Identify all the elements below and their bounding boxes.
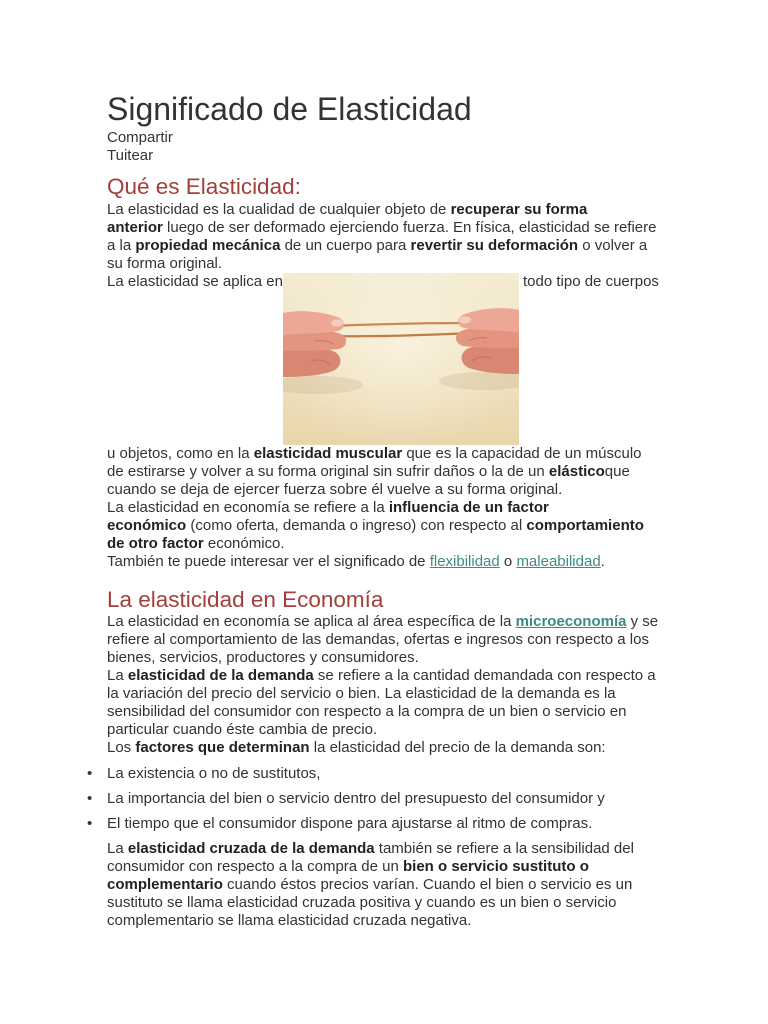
emphasis-text: revertir su deformación (410, 237, 579, 254)
text-segment: su forma original. (107, 255, 223, 272)
text-segment: refiere al comportamiento de las demandas, ofertas e ingresos con respecto a los (107, 631, 649, 648)
page-title: Significado de Elasticidad (107, 91, 472, 127)
emphasis-text: influencia de un factor (388, 499, 549, 516)
photo-illustration (283, 273, 519, 445)
list-item-text: El tiempo que el consumidor dispone para ajustarse al ritmo de compras. (107, 815, 593, 832)
cross-elasticity-paragraph (107, 840, 634, 930)
intro-paragraph (107, 201, 656, 273)
emphasis-text: elasticidad muscular (253, 445, 403, 462)
list-item-text: La importancia del bien o servicio dentro del presupuesto del consumidor y (107, 790, 605, 807)
paragraph-line (107, 721, 658, 739)
text-segment: o (499, 553, 517, 570)
link-microeconomia[interactable]: microeconomía (515, 613, 627, 630)
paragraph-line (107, 553, 644, 571)
text-segment: también se refiere a la sensibilidad del (374, 840, 634, 857)
list-item (107, 811, 605, 836)
section-heading-que-es: Qué es Elasticidad: (107, 174, 301, 199)
text-segment: la elasticidad del precio de la demanda son: (309, 739, 606, 756)
paragraph-line (107, 255, 656, 273)
paragraph-line (107, 631, 658, 649)
text-segment: La elasticidad es la cualidad de cualquier objeto de (107, 201, 451, 218)
text-segment: La elasticidad se aplica en (107, 273, 283, 290)
paragraph-line (107, 463, 644, 481)
list-item-text: La existencia o no de sustitutos, (107, 765, 321, 782)
list-item (107, 761, 605, 786)
text-segment: que (604, 463, 630, 480)
paragraph-line-after-photo (523, 273, 659, 291)
emphasis-text: de otro factor (107, 535, 204, 552)
share-compartir-text: Compartir (107, 129, 173, 146)
share-links (107, 129, 173, 165)
text-segment: complementario se llama elasticidad cruzada negativa. (107, 912, 472, 929)
text-segment: particular cuando éste cambia de precio. (107, 721, 378, 738)
text-segment: que es la capacidad de un músculo (402, 445, 642, 462)
text-segment: . (600, 553, 605, 570)
intro-paragraph-continued (107, 445, 644, 571)
emphasis-text: elástico (548, 463, 605, 480)
right-hand (456, 308, 519, 374)
list-item (107, 786, 605, 811)
paragraph-line (107, 894, 634, 912)
text-segment: bienes, servicios, productores y consumidores. (107, 649, 419, 666)
left-hand (283, 311, 346, 377)
text-segment: (como oferta, demanda o ingreso) con respecto al (186, 517, 527, 534)
text-segment: cuando éstos precios varían. Cuando el bien o servicio es un (222, 876, 633, 893)
emphasis-text: factores que determinan (135, 739, 310, 756)
text-segment: se refiere a la cantidad demandada con respecto a (313, 667, 656, 684)
emphasis-text: anterior (107, 219, 163, 236)
text-segment: de un cuerpo para (280, 237, 411, 254)
text-segment: todo tipo de cuerpos (523, 273, 659, 290)
text-segment: económico. (203, 535, 285, 552)
paragraph-line (107, 912, 634, 930)
rubber-band-photo (283, 273, 519, 445)
paragraph-line (107, 613, 658, 631)
emphasis-text: elasticidad de la demanda (127, 667, 314, 684)
text-segment: o volver a (578, 237, 648, 254)
paragraph-line (107, 499, 644, 517)
paragraph-line (107, 876, 634, 894)
emphasis-text: económico (107, 517, 187, 534)
text-segment: También te puede interesar ver el significado de (107, 553, 430, 570)
text-segment: cuando se deja de ejercer fuerza sobre él vuelve a su forma original. (107, 481, 563, 498)
paragraph-line (107, 703, 658, 721)
paragraph-line (107, 517, 644, 535)
emphasis-text: comportamiento (526, 517, 644, 534)
paragraph-line (107, 649, 658, 667)
text-segment: de estirarse y volver a su forma original sin sufrir daños o la de un (107, 463, 549, 480)
text-segment: u objetos, como en la (107, 445, 254, 462)
paragraph-line (107, 237, 656, 255)
emphasis-text: bien o servicio sustituto o (403, 858, 589, 875)
paragraph-line (107, 201, 656, 219)
share-tuitear-text: Tuitear (107, 147, 154, 164)
emphasis-text: elasticidad cruzada de la demanda (127, 840, 375, 857)
text-segment: luego de ser deformado ejerciendo fuerza. En física, elasticidad se refiere (162, 219, 657, 236)
text-segment: y se (626, 613, 659, 630)
text-segment: Los (107, 739, 136, 756)
economia-paragraph (107, 613, 658, 757)
paragraph-line (107, 685, 658, 703)
paragraph-line (107, 840, 634, 858)
text-segment: consumidor con respecto a la compra de un (107, 858, 403, 875)
emphasis-text: complementario (107, 876, 223, 893)
text-segment: sustituto se llama elasticidad cruzada positiva y cuando es un bien o servicio (107, 894, 617, 911)
text-segment: la variación del precio del servicio o bien. La elasticidad de la demanda es la (107, 685, 616, 702)
text-segment: La (107, 840, 128, 857)
section-heading-economia: La elasticidad en Economía (107, 587, 384, 612)
text-segment: La elasticidad en economía se aplica al área específica de la (107, 613, 516, 630)
text-segment: a la (107, 237, 136, 254)
paragraph-line (107, 219, 656, 237)
determinant-factors-list (107, 761, 605, 836)
paragraph-line (107, 535, 644, 553)
paragraph-line (107, 858, 634, 876)
emphasis-text: recuperar su forma (450, 201, 588, 218)
text-segment: La (107, 667, 128, 684)
paragraph-line (107, 445, 644, 463)
link-flexibilidad[interactable]: flexibilidad (429, 553, 500, 570)
paragraph-line (107, 739, 658, 757)
paragraph-line-before-photo (107, 273, 283, 291)
text-segment: sensibilidad del consumidor con respecto a la compra de un bien o servicio en (107, 703, 627, 720)
emphasis-text: propiedad mecánica (135, 237, 281, 254)
paragraph-line (107, 481, 644, 499)
link-maleabilidad[interactable]: maleabilidad (516, 553, 601, 570)
paragraph-line (107, 667, 658, 685)
text-segment: La elasticidad en economía se refiere a la (107, 499, 389, 516)
